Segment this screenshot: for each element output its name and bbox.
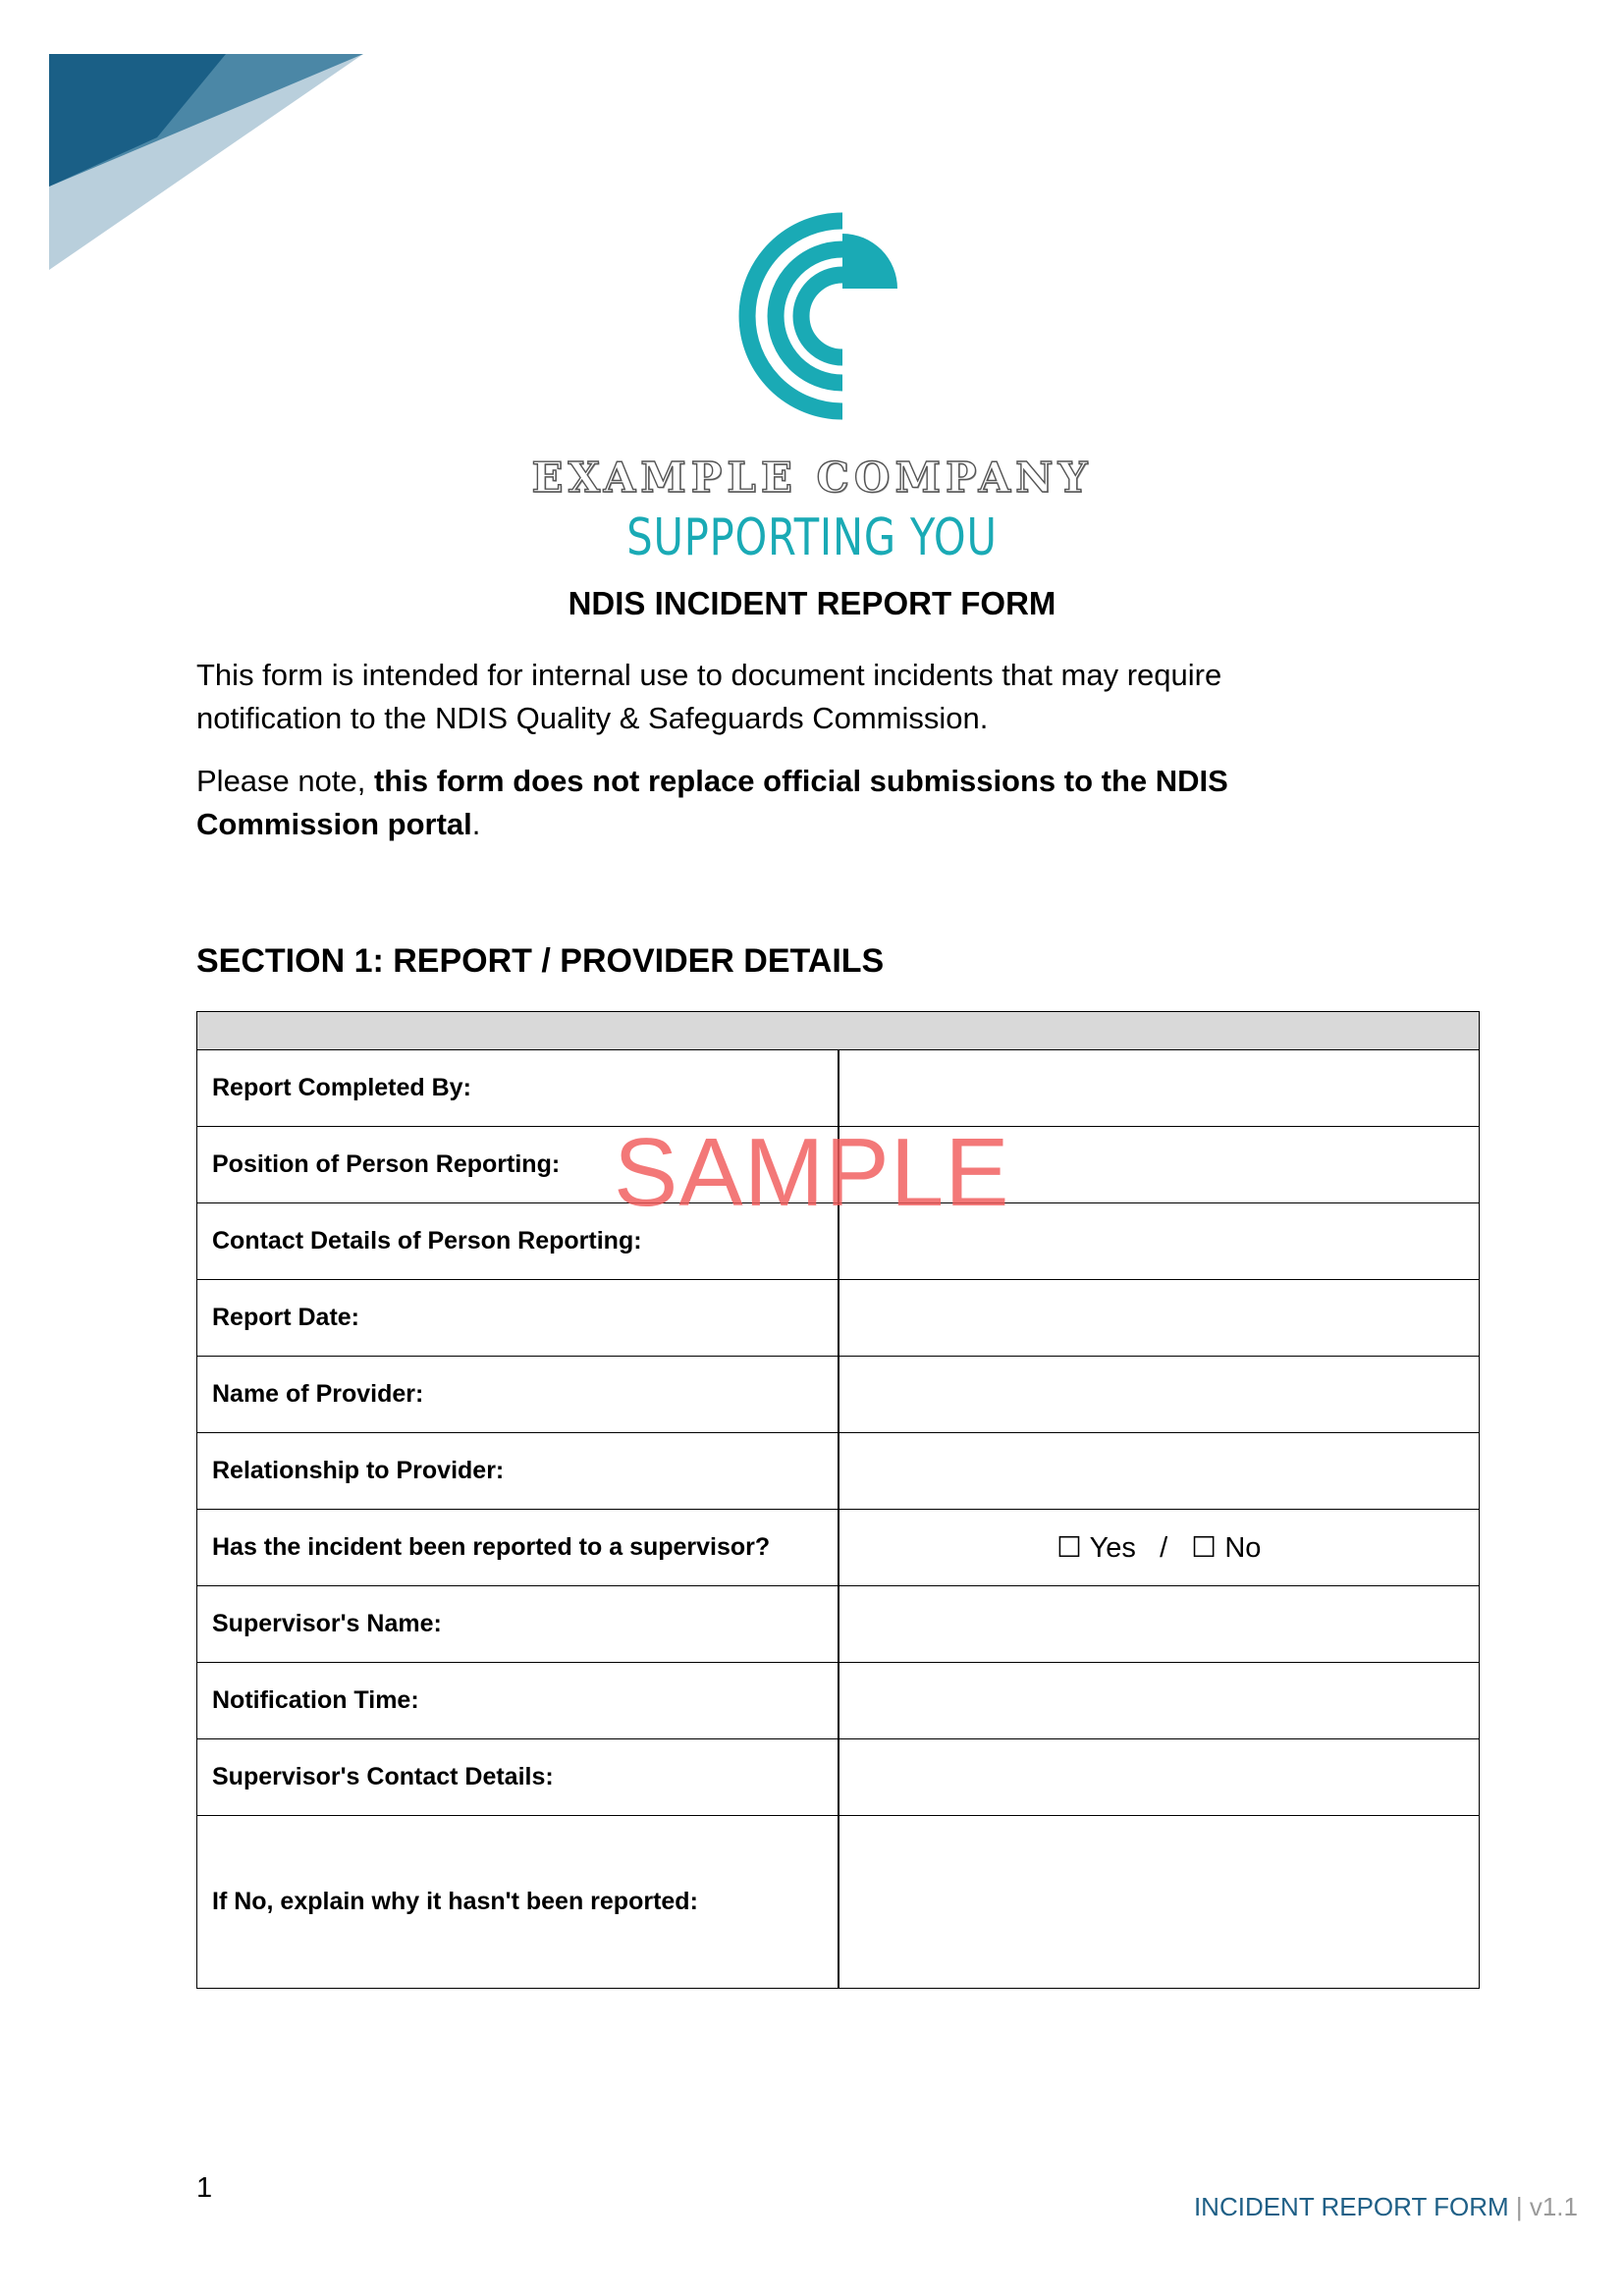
- table-row: [197, 1510, 1480, 1586]
- form-title: NDIS INCIDENT REPORT FORM: [568, 585, 1056, 621]
- table-row: [197, 1739, 1480, 1816]
- footer-title: INCIDENT REPORT FORM: [1193, 2192, 1509, 2221]
- table-row: [197, 1127, 1480, 1203]
- page-number: 1: [196, 2172, 213, 2204]
- table-row: [197, 1433, 1480, 1510]
- row-label: Position of Person Reporting:: [197, 1127, 839, 1203]
- corner-decoration: [0, 0, 393, 294]
- table-row: [197, 1357, 1480, 1433]
- provider-name-field[interactable]: [839, 1357, 1480, 1433]
- note-bold-text: this form does not replace official submissions to the NDIS Commission portal: [196, 764, 1228, 841]
- relationship-field[interactable]: [839, 1433, 1480, 1510]
- table-header-row: [197, 1012, 1480, 1050]
- row-label: Has the incident been reported to a supervisor?: [197, 1510, 839, 1586]
- report-details-table: [196, 1011, 1480, 1989]
- table-row: [197, 1663, 1480, 1739]
- table-row: [197, 1203, 1480, 1280]
- row-label: If No, explain why it hasn't been reported:: [197, 1816, 839, 1989]
- note-paragraph: [196, 760, 1326, 846]
- company-name: EXAMPLE COMPANY: [531, 454, 1093, 502]
- row-label: Name of Provider:: [197, 1357, 839, 1433]
- supervisor-contact-field[interactable]: [839, 1739, 1480, 1816]
- report-date-field[interactable]: [839, 1280, 1480, 1357]
- row-label: Report Date:: [197, 1280, 839, 1357]
- table-row: [197, 1280, 1480, 1357]
- table-row: [197, 1050, 1480, 1127]
- row-label: Supervisor's Contact Details:: [197, 1739, 839, 1816]
- notification-time-field[interactable]: [839, 1663, 1480, 1739]
- company-logo-icon: [722, 206, 908, 427]
- footer-label: [1194, 2192, 1578, 2222]
- note-prefix: Please note,: [196, 764, 374, 798]
- row-label: Report Completed By:: [197, 1050, 839, 1127]
- table-row: [197, 1586, 1480, 1663]
- footer-version: v1.1: [1529, 2192, 1578, 2221]
- not-reported-explanation-field[interactable]: [839, 1816, 1480, 1989]
- position-field[interactable]: [839, 1127, 1480, 1203]
- table-row: [197, 1816, 1480, 1989]
- reported-yes-no-checkboxes[interactable]: ☐ Yes / ☐ No: [839, 1510, 1480, 1586]
- supervisor-name-field[interactable]: [839, 1586, 1480, 1663]
- company-tagline: SUPPORTING YOU: [626, 508, 998, 567]
- row-label: Relationship to Provider:: [197, 1433, 839, 1510]
- row-label: Contact Details of Person Reporting:: [197, 1203, 839, 1280]
- report-completed-by-field[interactable]: [839, 1050, 1480, 1127]
- row-label: Supervisor's Name:: [197, 1586, 839, 1663]
- table-header-cell: [197, 1012, 1480, 1050]
- footer-separator: |: [1508, 2192, 1530, 2221]
- row-label: Notification Time:: [197, 1663, 839, 1739]
- intro-paragraph: This form is intended for internal use to document incidents that may require notification to the NDIS Quality & Safeguards Commission.: [196, 658, 1222, 735]
- note-suffix: .: [471, 807, 481, 841]
- section-1-heading: SECTION 1: REPORT / PROVIDER DETAILS: [196, 942, 885, 980]
- sample-watermark: SAMPLE: [614, 1118, 1010, 1226]
- contact-details-field[interactable]: [839, 1203, 1480, 1280]
